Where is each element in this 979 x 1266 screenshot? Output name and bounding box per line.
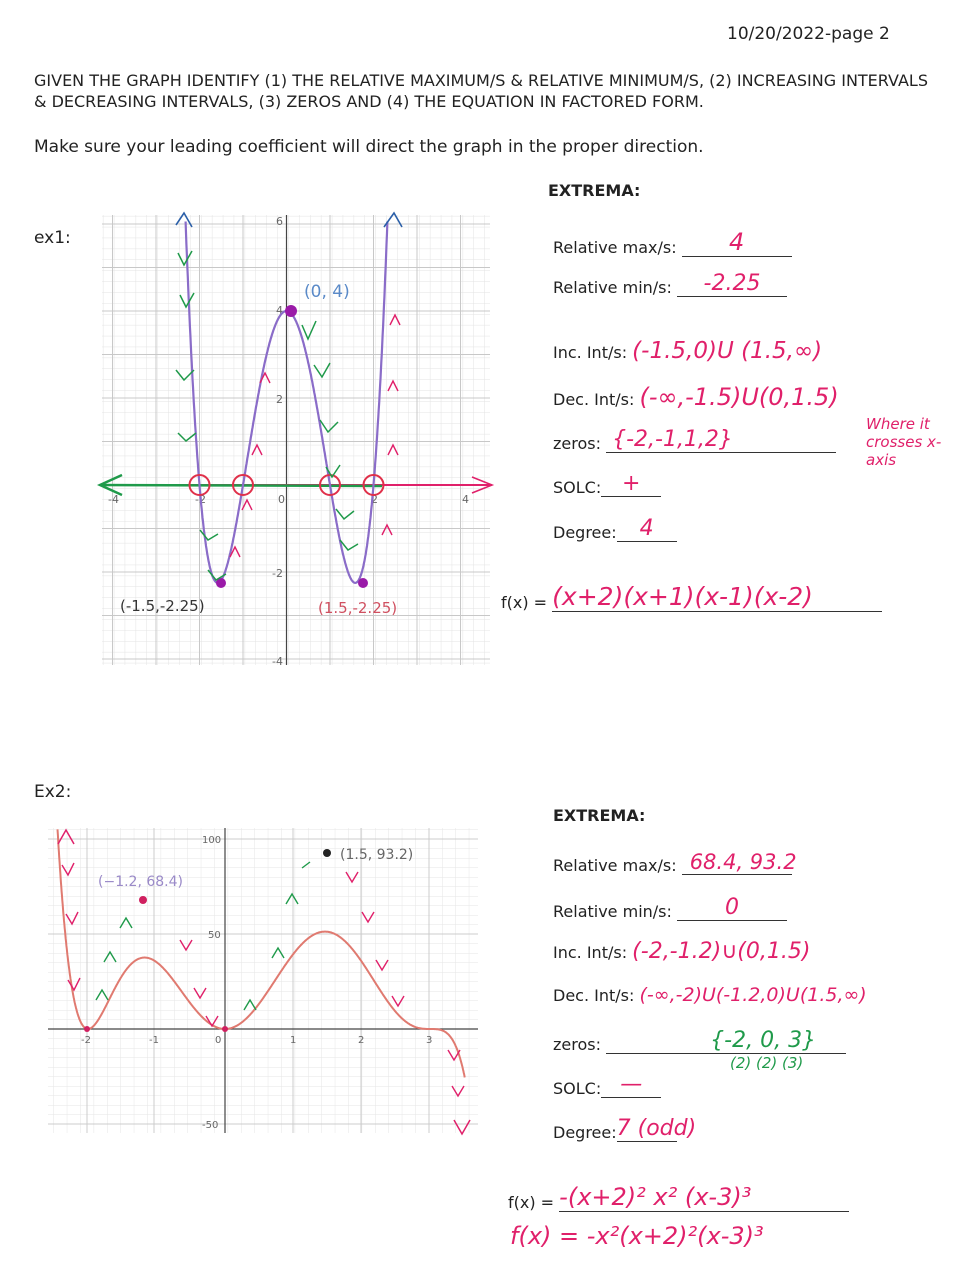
- ex1-relmax-field[interactable]: [682, 228, 792, 257]
- ex2-fx-field[interactable]: [559, 1183, 849, 1212]
- ex2-ytick: -50: [202, 1120, 219, 1131]
- ex2-ytick: 100: [202, 835, 222, 846]
- ex2-solc-label: SOLC:: [553, 1079, 602, 1098]
- ex1-extrema-title: EXTREMA:: [548, 181, 641, 200]
- ex1-relmin-field[interactable]: [677, 271, 787, 297]
- ex2-inc-row: [553, 939, 810, 964]
- ex1-relmin-answer: -2.25: [703, 271, 761, 296]
- ex1-dec-answer: (-∞,-1.5)U(0,1.5): [639, 383, 839, 411]
- ex2-xtick: 1: [290, 1035, 297, 1046]
- ex2-dec-answer: (-∞,-2)U(-1.2,0)U(1.5,∞): [639, 984, 867, 1006]
- direction-note: Make sure your leading coefficient will direct the graph in the proper direction.: [34, 137, 704, 157]
- ex2-relmin-answer: 0: [725, 895, 739, 920]
- ex2-max-left-annotation: (−1.2, 68.4): [98, 874, 183, 890]
- ex1-ytick: 4: [276, 304, 283, 317]
- ex1-relmin-row: [553, 271, 787, 297]
- ex1-min-left-annotation: (-1.5,-2.25): [120, 597, 205, 615]
- ex1-fx-answer: (x+2)(x+1)(x-1)(x-2): [552, 582, 813, 611]
- ex2-zero-point: [84, 1026, 90, 1032]
- ex1-inc-label: Inc. Int/s:: [553, 343, 628, 362]
- ex1-inc-answer: (-1.5,0)U (1.5,∞): [632, 338, 823, 364]
- ex1-solc-field[interactable]: [601, 471, 661, 497]
- ex1-max-point: [285, 305, 297, 317]
- ex1-relmax-row: [553, 228, 792, 257]
- ex2-xtick: 0: [215, 1035, 222, 1046]
- ex1-degree-field[interactable]: [617, 516, 677, 542]
- ex2-relmax-row: [553, 850, 797, 875]
- instructions: GIVEN THE GRAPH IDENTIFY (1) THE RELATIVE MAXIMUM/S & RELATIVE MINIMUM/S, (2) INCREASING INTERVALS & DECREASING INTERVALS, (3) ZEROS AND (4) THE EQUATION IN FACTORED FORM.: [34, 71, 928, 111]
- ex2-fx-answer: -(x+2)² x² (x-3)³: [559, 1183, 752, 1211]
- ex1-min-right-annotation: (1.5,-2.25): [318, 599, 398, 617]
- ex1-ytick: 2: [276, 393, 283, 406]
- ex1-degree-label: Degree:: [553, 523, 617, 542]
- ex2-fx-label: f(x) =: [508, 1193, 555, 1212]
- ex1-solc-label: SOLC:: [553, 478, 602, 497]
- ex1-solc-row: [553, 471, 661, 497]
- ex2-xtick: -1: [149, 1035, 159, 1046]
- ex2-zeros-row: [553, 1028, 846, 1054]
- ex2-zero-point: [222, 1026, 228, 1032]
- ex2-degree-answer: 7 (odd): [616, 1116, 697, 1141]
- ex1-degree-answer: 4: [639, 516, 654, 541]
- ex2-dec-label: Dec. Int/s:: [553, 986, 635, 1005]
- ex1-zeros-label: zeros:: [553, 434, 601, 453]
- ex2-relmax-field[interactable]: [682, 850, 797, 875]
- ex1-xtick: 0: [278, 493, 285, 506]
- ex2-xtick: 3: [426, 1035, 433, 1046]
- ex2-max-point: [139, 896, 147, 904]
- ex2-max-right-annotation: (1.5, 93.2): [340, 847, 414, 863]
- ex1-degree-row: [553, 516, 677, 542]
- ex2-degree-label: Degree:: [553, 1123, 617, 1142]
- ex2-relmax-answer: 68.4, 93.2: [689, 850, 797, 874]
- ex1-relmax-label: Relative max/s:: [553, 238, 677, 257]
- page-date: 10/20/2022-page 2: [727, 24, 890, 44]
- ex1-fx-label: f(x) =: [501, 593, 548, 612]
- ex1-relmax-answer: 4: [729, 228, 745, 256]
- ex1-solc-answer: +: [622, 471, 641, 496]
- ex1-max-annotation: (0, 4): [304, 282, 350, 302]
- ex1-dec-row: [553, 383, 839, 411]
- ex2-label: Ex2:: [34, 782, 72, 802]
- ex2-xtick: -2: [81, 1035, 91, 1046]
- ex1-fx-field[interactable]: [552, 582, 882, 612]
- ex2-relmax-label: Relative max/s:: [553, 856, 677, 875]
- ex2-zeros-label: zeros:: [553, 1035, 601, 1054]
- ex2-fx-row: [508, 1183, 849, 1212]
- ex1-dec-label: Dec. Int/s:: [553, 390, 635, 409]
- ex1-xtick: 4: [462, 493, 469, 506]
- ex2-graph: [40, 820, 480, 1140]
- ex1-ytick: -2: [272, 567, 283, 580]
- ex2-solc-answer: —: [620, 1072, 643, 1097]
- ex2-dec-row: [553, 984, 867, 1006]
- ex1-fx-row: [501, 582, 882, 612]
- ex1-xtick: -4: [108, 493, 119, 506]
- ex1-ytick: -4: [272, 655, 283, 668]
- ex1-zeros-field[interactable]: [606, 427, 836, 453]
- ex2-relmin-label: Relative min/s:: [553, 902, 672, 921]
- ex2-inc-answer: (-2,-1.2)∪(0,1.5): [632, 939, 811, 964]
- ex1-zeros-row: [553, 427, 836, 453]
- ex1-relmin-label: Relative min/s:: [553, 278, 672, 297]
- ex2-xtick: 2: [358, 1035, 365, 1046]
- ex2-max-point: [323, 849, 331, 857]
- ex2-extrema-title: EXTREMA:: [553, 806, 646, 825]
- ex2-solc-row: [553, 1072, 661, 1098]
- ex2-relmin-field[interactable]: [677, 895, 787, 921]
- ex1-xtick: -2: [195, 493, 206, 506]
- ex1-label: ex1:: [34, 228, 71, 248]
- ex2-fx-alt-answer: f(x) = -x²(x+2)²(x-3)³: [510, 1222, 764, 1250]
- ex2-relmin-row: [553, 895, 787, 921]
- ex2-zeros-field[interactable]: [606, 1028, 846, 1054]
- ex2-ytick: 50: [208, 930, 221, 941]
- ex2-zeros-multiplicity: (2) (2) (3): [730, 1054, 804, 1072]
- ex1-min-point: [358, 578, 368, 588]
- ex2-zeros-answer: {-2, 0, 3}: [710, 1028, 817, 1053]
- ex1-zeros-answer: {-2,-1,1,2}: [612, 427, 733, 452]
- ex1-graph: [92, 205, 502, 675]
- ex2-degree-row: [553, 1116, 697, 1142]
- ex2-degree-field[interactable]: [616, 1116, 697, 1142]
- ex1-xtick: 2: [371, 493, 378, 506]
- ex2-inc-label: Inc. Int/s:: [553, 943, 628, 962]
- ex1-ytick: 6: [276, 215, 283, 228]
- ex1-zeros-note: Where it crosses x-axis: [866, 415, 942, 469]
- ex1-inc-row: [553, 338, 822, 364]
- ex2-solc-field[interactable]: [601, 1072, 661, 1098]
